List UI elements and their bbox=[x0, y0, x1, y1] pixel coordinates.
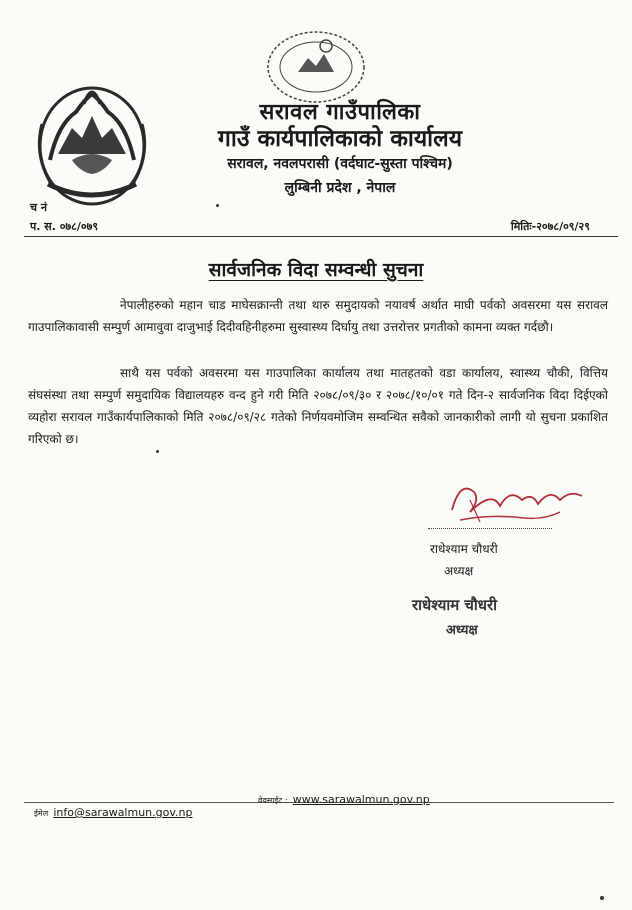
scan-speck bbox=[156, 450, 159, 453]
signature-line bbox=[428, 528, 552, 529]
signatory-role: अध्यक्ष bbox=[444, 564, 474, 578]
notice-title-text: सार्वजनिक विदा सम्वन्धी सुचना bbox=[208, 259, 424, 281]
scan-speck bbox=[600, 896, 604, 900]
website-label: वेवसाईट : bbox=[258, 796, 288, 805]
letter-date: मितिः-२०७८/०९/२९ bbox=[510, 220, 590, 233]
office-address: सरावल, नवलपरासी (वर्दघाट-सुस्ता पश्चिम) bbox=[227, 156, 453, 172]
header-divider bbox=[24, 236, 618, 237]
handwritten-signature bbox=[440, 470, 590, 532]
municipality-name: सरावल गाउँपालिका bbox=[259, 100, 421, 125]
province-country: लुम्बिनी प्रदेश , नेपाल bbox=[284, 180, 396, 196]
office-name: गाउँ कार्यपालिकाको कार्यालय bbox=[217, 126, 463, 152]
notice-title bbox=[0, 256, 632, 282]
chalani-number: च नं bbox=[30, 201, 47, 214]
email-link[interactable]: info@sarawalmun.gov.np bbox=[53, 806, 193, 819]
footer-email bbox=[34, 806, 192, 819]
email-label: ईमेल bbox=[34, 809, 49, 818]
name-stamp: राधेश्याम चौधरी bbox=[412, 596, 498, 614]
notice-paragraph-1: नेपालीहरुको महान चाड माघेसक्रान्ती तथा थारु समुदायको नयावर्ष अर्थात माघी पर्वको अवसरमा यस सरावल गाउपालिकावासी सम्पुर्ण आमावुवा दाजुभाई दिदीवहिनीहरुमा सुस्वास्थ्य दिर्घायु तथा उत्तरोत्तर प्रगतीको कामना व्यक्त गर्दछौ। bbox=[28, 298, 608, 334]
letter-number: प. स. ०७८/०७९ bbox=[30, 220, 99, 233]
office-seal-icon bbox=[264, 28, 368, 106]
notice-paragraph-2: साथै यस पर्वको अवसरमा यस गाउपालिका कार्यालय तथा मातहतको वडा कार्यालय, स्वास्थ्य चौकी, वित्तिय संघसंस्था तथा सम्पुर्ण समुदायिक विद्यालयहरु वन्द हुने गरी मिति २०७८/०९/३० र २०७८/१०/०१ गते दिन-२ सार्वजनिक विदा दिईएको व्यहोरा सरावल गाउँकार्यपालिकाको मिति २०७८/०९/२८ गतेको निर्णयवमोजिम सम्वन्धित सवैको जानकारीको लागी यो सुचना प्रकाशित गरिएको छ। bbox=[28, 366, 608, 446]
nepal-emblem-icon bbox=[28, 64, 156, 214]
scan-speck bbox=[216, 204, 219, 207]
website-link[interactable]: www.sarawalmun.gov.np bbox=[292, 793, 430, 806]
role-stamp: अध्यक्ष bbox=[446, 623, 478, 638]
footer-website bbox=[258, 793, 430, 806]
signatory-name: राधेश्याम चौधरी bbox=[430, 542, 498, 556]
